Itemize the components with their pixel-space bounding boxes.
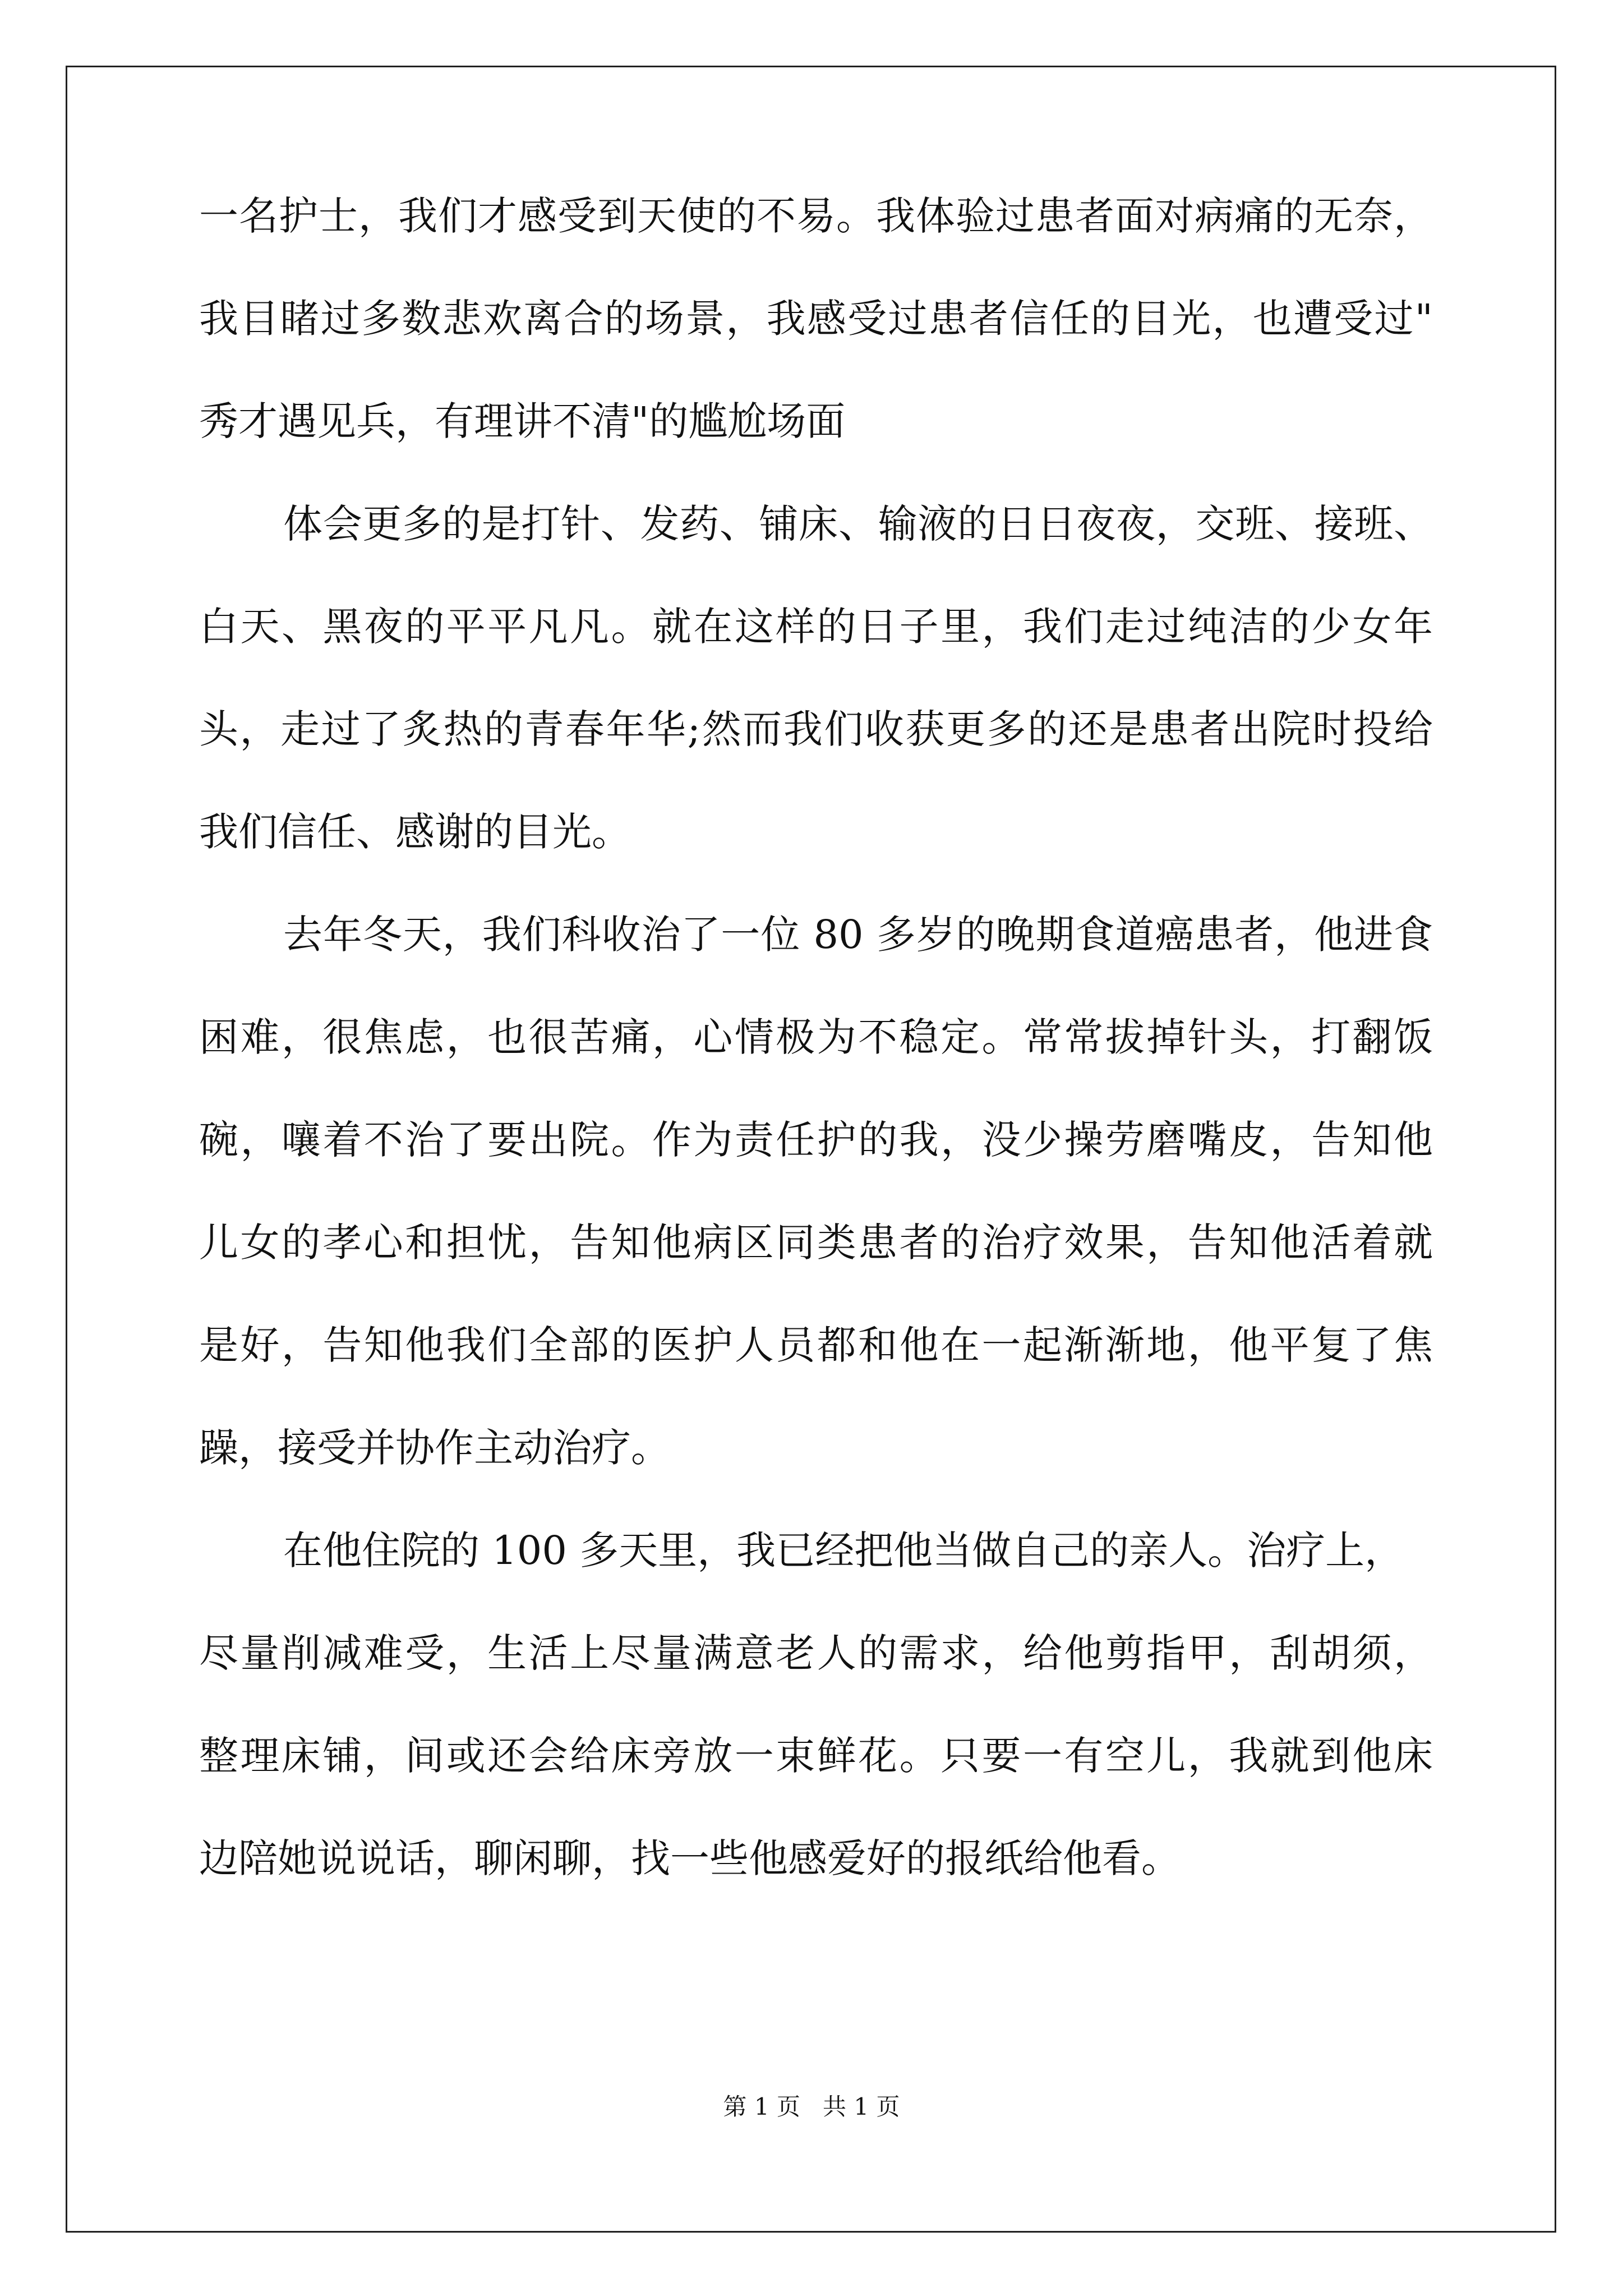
paragraph-3-line-1: 去年冬天，我们科收治了一位 80 多岁的晚期食道癌患者，他进食	[283, 912, 1433, 958]
paragraph-4-line-1: 在他住院的 100 多天里，我已经把他当做自己的亲人。治疗上，	[283, 1527, 1404, 1573]
paragraph-3-line-5: 是好，告知他我们全部的医护人员都和他在一起渐渐地，他平复了焦	[199, 1322, 1433, 1368]
paragraph-3-line-6: 躁，接受并协作主动治疗。	[199, 1425, 670, 1471]
paragraph-4-line-2: 尽量削减难受，生活上尽量满意老人的需求，给他剪指甲，刮胡须，	[199, 1630, 1433, 1676]
paragraph-2-line-3: 头，走过了炙热的青春年华;然而我们收获更多的还是患者出院时投给	[199, 706, 1433, 752]
paragraph-3-line-4: 儿女的孝心和担忧，告知他病区同类患者的治疗效果，告知他活着就	[199, 1220, 1433, 1266]
paragraph-4-line-3: 整理床铺，间或还会给床旁放一束鲜花。只要一有空儿，我就到他床	[199, 1733, 1433, 1779]
paragraph-4-line-4: 边陪她说说话，聊闲聊，找一些他感爱好的报纸给他看。	[199, 1835, 1181, 1881]
paragraph-2-line-1: 体会更多的是打针、发药、铺床、输液的日日夜夜，交班、接班、	[283, 501, 1433, 547]
paragraph-2-line-2: 白天、黑夜的平平凡凡。就在这样的日子里，我们走过纯洁的少女年	[199, 604, 1433, 650]
paragraph-1-line-2: 我目睹过多数悲欢离合的场景，我感受过患者信任的目光，也遭受过"	[199, 296, 1433, 342]
paragraph-3-line-2: 困难，很焦虑，也很苦痛，心情极为不稳定。常常拔掉针头，打翻饭	[199, 1014, 1433, 1060]
paragraph-3-line-3: 碗，嚷着不治了要出院。作为责任护的我，没少操劳磨嘴皮，告知他	[199, 1117, 1433, 1163]
paragraph-2-line-4: 我们信任、感谢的目光。	[199, 809, 631, 855]
page-number-footer: 第 1 页 共 1 页	[723, 2093, 900, 2120]
paragraph-1-line-1: 一名护士，我们才感受到天使的不易。我体验过患者面对病痛的无奈，	[199, 193, 1433, 239]
paragraph-1-line-3: 秀才遇见兵，有理讲不清"的尴尬场面	[199, 398, 846, 444]
